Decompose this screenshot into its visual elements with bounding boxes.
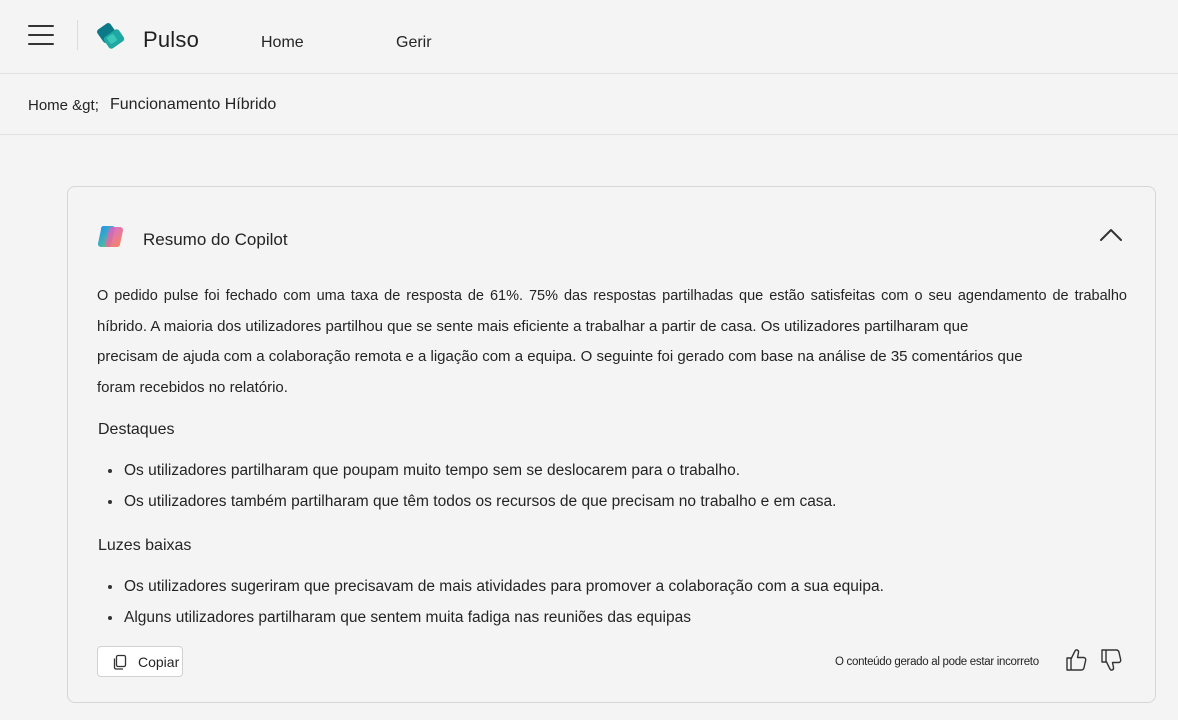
list-item: Os utilizadores partilharam que poupam muito tempo sem se deslocarem para o trabalho. bbox=[106, 455, 837, 486]
summary-line: precisam de ajuda com a colaboração remota e a ligação com a equipa. O seguinte foi gerado com base na análise de 35 comentários que bbox=[97, 348, 1023, 365]
chevron-up-icon[interactable] bbox=[1098, 225, 1124, 245]
breadcrumb bbox=[0, 75, 1178, 135]
breadcrumb-current: Funcionamento Híbrido bbox=[110, 96, 277, 113]
ai-disclaimer: O conteúdo gerado al pode estar incorreto bbox=[835, 656, 1039, 668]
lowlights-list bbox=[106, 571, 884, 633]
card-title: Resumo do Copilot bbox=[143, 230, 288, 249]
copilot-icon bbox=[97, 223, 127, 251]
nav-home[interactable]: Home bbox=[261, 34, 304, 51]
divider bbox=[77, 20, 78, 50]
nav-gerir[interactable]: Gerir bbox=[396, 34, 432, 51]
summary-line: híbrido. A maioria dos utilizadores partilhou que se sente mais eficiente a trabalhar a partir de casa. Os utilizadores partilharam que bbox=[97, 317, 969, 335]
highlights-heading: Destaques bbox=[98, 421, 175, 438]
summary-line: O pedido pulse foi fechado com uma taxa de resposta de 61%. 75% das respostas partilhadas que estão satisfeitas com o seu agendamento de trabalho bbox=[97, 288, 1127, 304]
summary-text bbox=[97, 281, 1127, 403]
copilot-summary-card bbox=[67, 186, 1156, 703]
summary-line: foram recebidos no relatório. bbox=[97, 378, 288, 396]
thumbs-down-icon[interactable] bbox=[1099, 647, 1123, 673]
list-item: Os utilizadores sugeriram que precisavam de mais atividades para promover a colaboração com a sua equipa. bbox=[106, 571, 884, 602]
thumbs-up-icon[interactable] bbox=[1064, 647, 1088, 673]
copy-button[interactable] bbox=[97, 646, 183, 677]
copy-icon bbox=[112, 654, 128, 670]
copy-label: Copiar bbox=[138, 654, 180, 670]
list-item: Os utilizadores também partilharam que têm todos os recursos de que precisam no trabalho e em casa. bbox=[106, 486, 837, 517]
list-item: Alguns utilizadores partilharam que sentem muita fadiga nas reuniões das equipas bbox=[106, 602, 884, 633]
lowlights-heading: Luzes baixas bbox=[98, 537, 192, 554]
app-name: Pulso bbox=[143, 27, 200, 52]
breadcrumb-home[interactable]: Home &gt; bbox=[28, 97, 99, 114]
top-bar bbox=[0, 0, 1178, 74]
highlights-list bbox=[106, 455, 837, 517]
hamburger-menu-icon[interactable] bbox=[28, 25, 54, 45]
pulse-logo-icon bbox=[95, 19, 129, 53]
